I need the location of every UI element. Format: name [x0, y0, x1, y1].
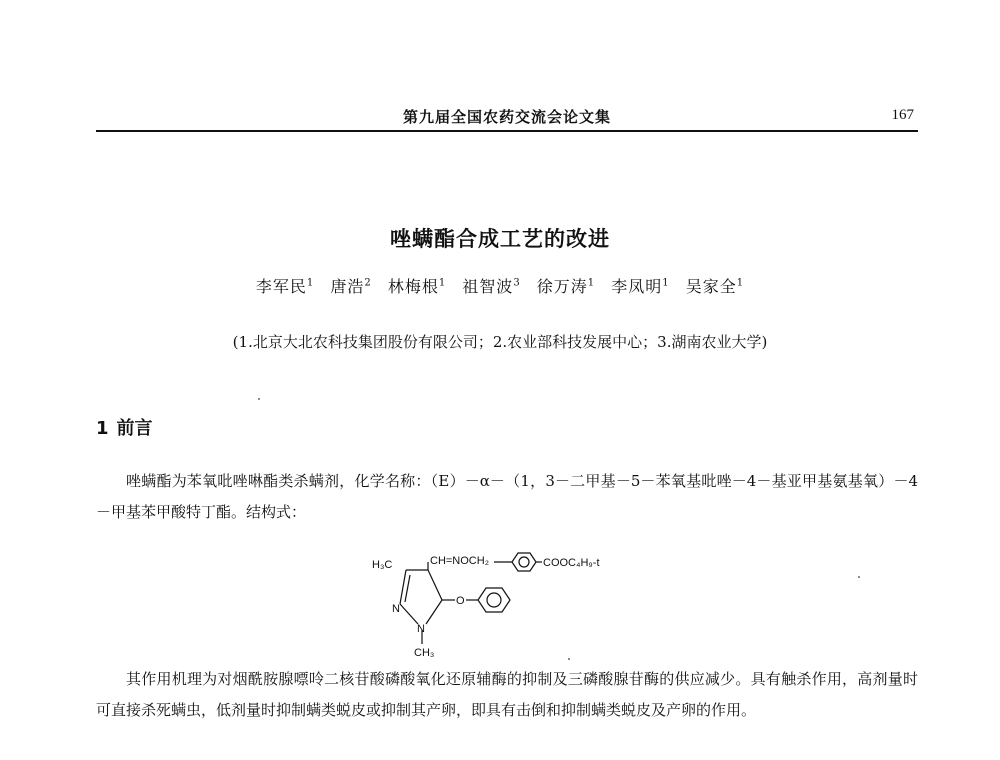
affiliations: (1.北京大北农科技集团股份有限公司；2.农业部科技发展中心；3.湖南农业大学): [232, 333, 768, 351]
aromatic-circle: [487, 593, 501, 607]
label-h3c: H₃C: [372, 559, 393, 571]
paper-title: 唑螨酯合成工艺的改进: [390, 227, 610, 251]
label-ch3: CH₃: [414, 647, 435, 658]
author: 李军民$^1$: [255, 277, 315, 296]
label-n1: N: [392, 603, 400, 615]
label-chain: CH=NOCH₂: [430, 555, 489, 567]
author: 唐浩$^2$: [330, 277, 372, 296]
paragraph-intro: 唑螨酯为苯氧吡唑啉酯类杀螨剂，化学名称：（E）－α－（1，3－二甲基－5－苯氧基吡唑－4－基亚甲基氨基氧）－4－甲基苯甲酸特丁酯。结构式：: [96, 472, 918, 521]
running-header: [96, 104, 918, 132]
author: 徐万涛$^1$: [536, 277, 596, 296]
section-number: 1: [96, 418, 109, 439]
label-n2: N: [417, 623, 425, 635]
benzene-ring: [478, 588, 510, 612]
structural-formula: [370, 548, 670, 658]
page-number: 167: [891, 107, 914, 123]
author: 林梅根$^1$: [387, 277, 447, 296]
author: 吴家全$^1$: [685, 277, 745, 296]
bond: [428, 570, 442, 600]
running-title: 第九届全国农药交流会论文集: [402, 108, 611, 126]
scan-speck: [858, 576, 860, 578]
author-list: [0, 274, 1000, 297]
author: 李凤明$^1$: [611, 277, 670, 296]
paragraph-mechanism: 其作用机理为对烟酰胺腺嘌呤二核苷酸磷酸氧化还原辅酶的抑制及三磷酸腺苷酶的供应减少。具有触杀作用，高剂量时可直接杀死螨虫，低剂量时抑制螨类蜕皮或抑制其产卵，即具有击倒和抑制螨类蜕皮及产卵的作用。: [96, 670, 918, 719]
author: 祖智波$^3$: [462, 277, 521, 296]
section-heading: [96, 414, 161, 440]
benzene-ring: [512, 553, 536, 571]
bond: [426, 600, 442, 624]
scan-speck: [568, 658, 570, 660]
label-ester: COOC₄H₉-t: [543, 557, 600, 569]
label-o: O: [456, 595, 465, 607]
scan-speck: [258, 398, 260, 400]
aromatic-circle: [519, 557, 529, 567]
section-title: 前言: [116, 418, 153, 439]
bond: [405, 575, 410, 602]
bond: [400, 604, 418, 624]
